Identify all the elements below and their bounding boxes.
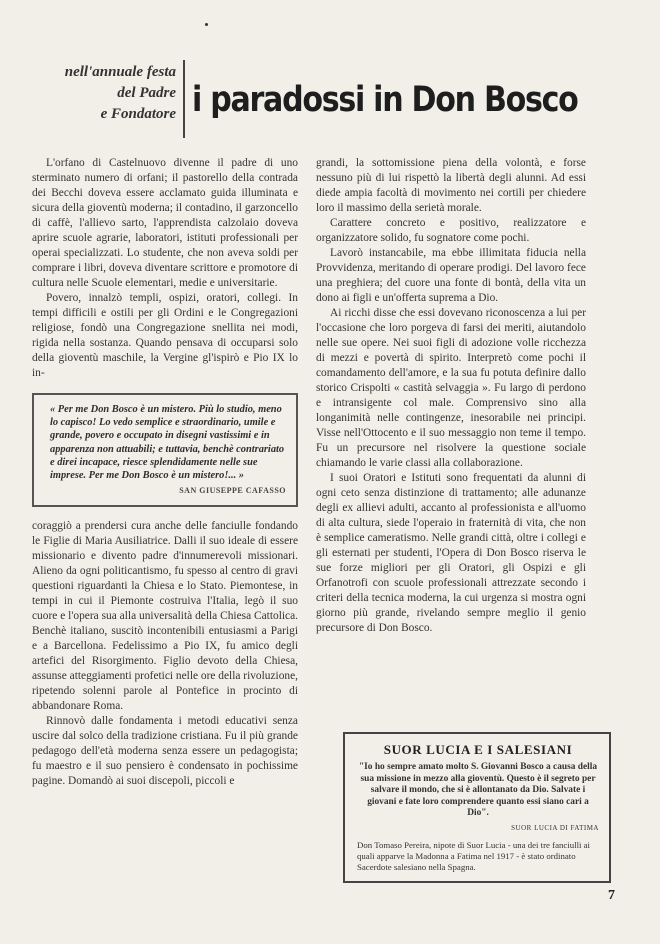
paragraph: I suoi Oratori e Istituti sono frequentati da alunni di ogni ceto senza distinzione di trattamento; alle adunanze degli ex allievi adulti, accanto al professionista e all'uomo di alta cultura, siede l'operaio in fraternità di vita, che non è semplice cameratismo. Nelle grandi città, oltre i collegi e gli esternati per studenti, l'Opera di Don Bosco riserva le sue forze migliori per gli Oratori, gli Ospizi e gli Orfanotrofi con scuole professionali attrezzate secondo i criteri della tecnica moderna, la cui urgenza si mostra ogni giorno più grande, rivelando sempre meglio il genio precursore di Don Bosco. xyxy=(316,472,586,634)
kicker-line: e Fondatore xyxy=(100,106,176,122)
page-number: 7 xyxy=(608,888,615,903)
paragraph: Rinnovò dalle fondamenta i metodi educativi senza uscire dal solco della tradizione cristiana. Fu il più grande pedagogo dell'età moderna senza essere un pedagogista; fu maestro e il suo pensiero è condensato in pochissime pagine. Domandò ai suoi discepoli, piccoli e xyxy=(32,715,298,788)
paragraph: Carattere concreto e positivo, realizzatore e organizzatore solido, fu sognatore come pochi. xyxy=(316,217,586,244)
paragraph: grandi, la sottomissione piena della volontà, e forse nessuno più di lui rispettò la libertà degli alunni. Ad essi diede ampia facoltà di movimento nei cortili per chiedere loro il massimo della serietà morale. xyxy=(316,157,586,214)
article-title: i paradossi in Don Bosco xyxy=(192,80,578,120)
sidebar-quote: "Io ho sempre amato molto S. Giovanni Bosco a causa della sua missione in mezzo alla gioventù. Questo è il segreto per salvare il mondo, che si è allontanato da Dio. Salvate i giovani e fate loro comprendere quanto essi siano cari a Dio". xyxy=(358,762,598,819)
sidebar-note: Don Tomaso Pereira, nipote di Suor Lucia - una dei tre fanciulli ai quali apparve la Madonna a Fatima nel 1917 - è stato ordinato Sacerdote salesiano nella Spagna. xyxy=(357,839,591,872)
print-speck xyxy=(205,23,208,26)
paragraph: Povero, innalzò templi, ospizi, oratori, collegi. In tempi difficili e ostili per gli Ordini e le Congregazioni religiose, fondò una Congregazione snellita nei modi, rigida nella sostanza. Quando pensava di occuparsi solo della gioventù maschile, la Vergine gl'ispirò e Pio IX lo in- xyxy=(32,292,298,379)
kicker-line: nell'annuale festa xyxy=(64,64,176,80)
sidebar-title: SUOR LUCIA E I SALESIANI xyxy=(383,742,573,757)
paragraph: Ai ricchi disse che essi dovevano riconoscenza a lui per l'occasione che loro porgeva di farsi dei meriti, aiutandolo nelle sue opere. Nei suoi figli di adozione volle ricchezza di mezzi e povertà di spirito. Interpretò come pochi il comandamento dell'amore, e la sua fu potuta definire dallo storico Crispolti « castità selvaggia ». Fu largo di perdono e intransigente col male. Comprensivo sino alla longanimità nelle contingenze, inesorabile nei principi. Visse nell'Ottocento e il suo messaggio non teme il tempo. Fu un precursore nel risolvere la questione sociale chiamando le varie classi alla collaborazione. xyxy=(316,307,586,469)
kicker-line: del Padre xyxy=(117,85,176,101)
right-column xyxy=(316,156,586,636)
sidebar-box xyxy=(343,732,611,883)
quote-box xyxy=(32,393,298,507)
left-column xyxy=(32,156,298,789)
article-kicker xyxy=(30,62,176,125)
paragraph: Lavorò instancabile, ma ebbe illimitata fiducia nella Provvidenza, meritando di operare prodigi. Del lavoro fece una preghiera; del cuore una fonte di bontà, della vita un dono ai figli e un'offerta suprema a Dio. xyxy=(316,247,586,304)
quote-author: SAN GIUSEPPE CAFASSO xyxy=(179,486,286,496)
sidebar-signature: SUOR LUCIA DI FATIMA xyxy=(511,823,599,832)
paragraph: L'orfano di Castelnuovo divenne il padre di uno sterminato numero di orfani; il pastorello della contrada dei Becchi doveva essere acclamato guida illuminata e sicura della gioventù moderna; il contadino, il garzoncello di caffè, l'allievo sarto, l'apprendista calzolaio doveva aprire scuole agrarie, laboratori, istituti professionali per operai specializzati. Lo studente, che non aveva soldi per comprare i libri, doveva diventare scrittore e promotore di cultura nelle Scuole elementari, medie e universitarie. xyxy=(32,157,298,289)
paragraph: coraggiò a prendersi cura anche delle fanciulle fondando le Figlie di Maria Ausiliatrice. Dalli il suo ideale di essere missionario e divento padre d'innumerevoli missionari. Alieno da ogni politicantismo, fu spesso al centro di gravi questioni riguardanti la Chiesa e lo Stato. Piemontese, in tempi in cui il Piemonte costruiva l'Italia, legò il suo cuore e l'opera sua alla universalità della Chiesa Cattolica. Benchè italiano, suscitò incontenibili entusiasmi a Parigi e a Barcellona. Fedelissimo a Pio IX, fu amico degli artefici del Risorgimento. Figlio devoto della Chiesa, assunse atteggiamenti profetici nelle ore della rivoluzione, ripetendo solenni parole al Pontefice in procinto di abbandonare Roma. xyxy=(32,520,299,713)
quote-text: « Per me Don Bosco è un mistero. Più lo studio, meno lo capisco! Lo vedo semplice e straordinario, umile e grande, povero e occupato in disegni vastissimi e in apparenza non attuabili; e tuttavia, benchè contrariato e direi incapace, riesce splendidamente nelle sue imprese. Per me Don Bosco è un mistero!... » xyxy=(50,404,285,482)
header-divider xyxy=(183,60,185,138)
